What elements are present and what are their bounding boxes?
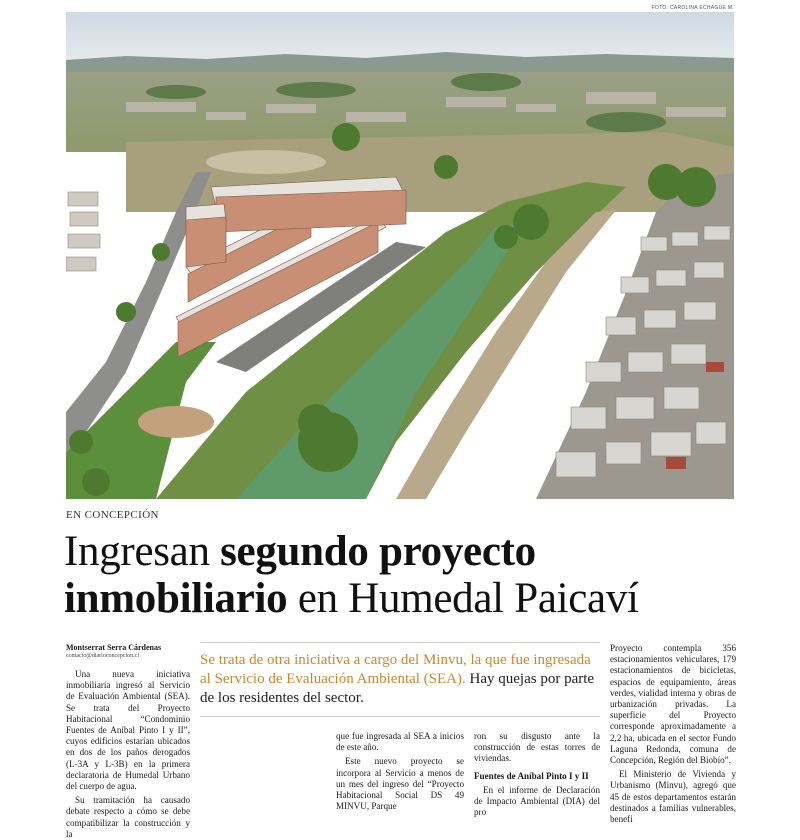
- headline-bold1: segundo proyecto: [220, 528, 536, 575]
- col2-paragraph-1: que fue ingresada al SEA a inicios de este año.: [336, 731, 464, 753]
- dek: [200, 642, 600, 717]
- col3-subhead: Fuentes de Aníbal Pinto I y II: [474, 770, 589, 781]
- col4-paragraph-2: El Ministerio de Vivienda y Urbanismo (Minvu), agregó que 45 de estos departamentos estarán destinados a familias vulnerables, benefi: [610, 769, 736, 825]
- col4-paragraph-1: Proyecto contempla 356 estacionamientos vehiculares, 179 estacionamientos de bicicletas, espacios de equipamiento, áreas verdes, vialidad interna y obras de urbanización privadas. La superficie del Proyecto corresponde aproximadamente a 2,2 ha, ubicada en el sector Fundo Laguna Redonda, comuna de Concepción, Región del Biobío”.: [610, 643, 736, 766]
- headline-part2: en Humedal Paicaví: [287, 575, 639, 622]
- col3-paragraph-1: ron su disgusto ante la construcción de estas torres de viviendas.: [474, 731, 600, 764]
- aerial-photo: [66, 12, 734, 499]
- col1-paragraph-2: Su tramitación ha causado debate respecto a cómo se debe compatibilizar la construcción y la: [66, 795, 190, 839]
- byline-name: Montserrat Serra Cárdenas: [66, 643, 162, 652]
- col2-paragraph-2: Este nuevo proyecto se incorpora al Servicio a menos de un mes del ingreso del “Proyecto Habitacional Social DS 49 MINVU, Parque: [336, 756, 464, 812]
- col1-paragraph-1: Una nueva iniciativa inmobiliaria ingresó al Servicio de Evaluación Ambiental (SEA). Se trata del Proyecto Habitacional “Condominio Fuentes de Aníbal Pinto I y II”, cuyos edificios estarían ubicados en dos de los paños derogados (L-3A y L-3B) en la primera declaratoria de Humedal Urbano del cuerpo de agua.: [66, 669, 190, 792]
- col3-paragraph-2: En el informe de Declaración de Impacto Ambiental (DIA) del pro: [474, 784, 600, 818]
- headline-part1: Ingresan: [64, 528, 221, 575]
- column-4: [610, 643, 736, 825]
- headline: [64, 528, 744, 622]
- byline-email: contacto@diarioconcepcion.cl: [66, 653, 139, 659]
- column-2: [336, 731, 464, 812]
- section-label: EN CONCEPCIÓN: [66, 509, 159, 521]
- column-3: [474, 731, 600, 818]
- photo-credit: FOTO: CAROLINA ECHAGÜE M.: [651, 5, 734, 11]
- column-1: [66, 643, 190, 840]
- dek-rest: Hay quejas por parte de los residentes del sector.: [200, 671, 595, 706]
- dek-highlight: Se trata de otra iniciativa a cargo del Minvu, la que fue ingresada al Servicio de Evaluación Ambiental (SEA).: [200, 652, 591, 687]
- headline-bold2: inmobiliario: [64, 575, 288, 622]
